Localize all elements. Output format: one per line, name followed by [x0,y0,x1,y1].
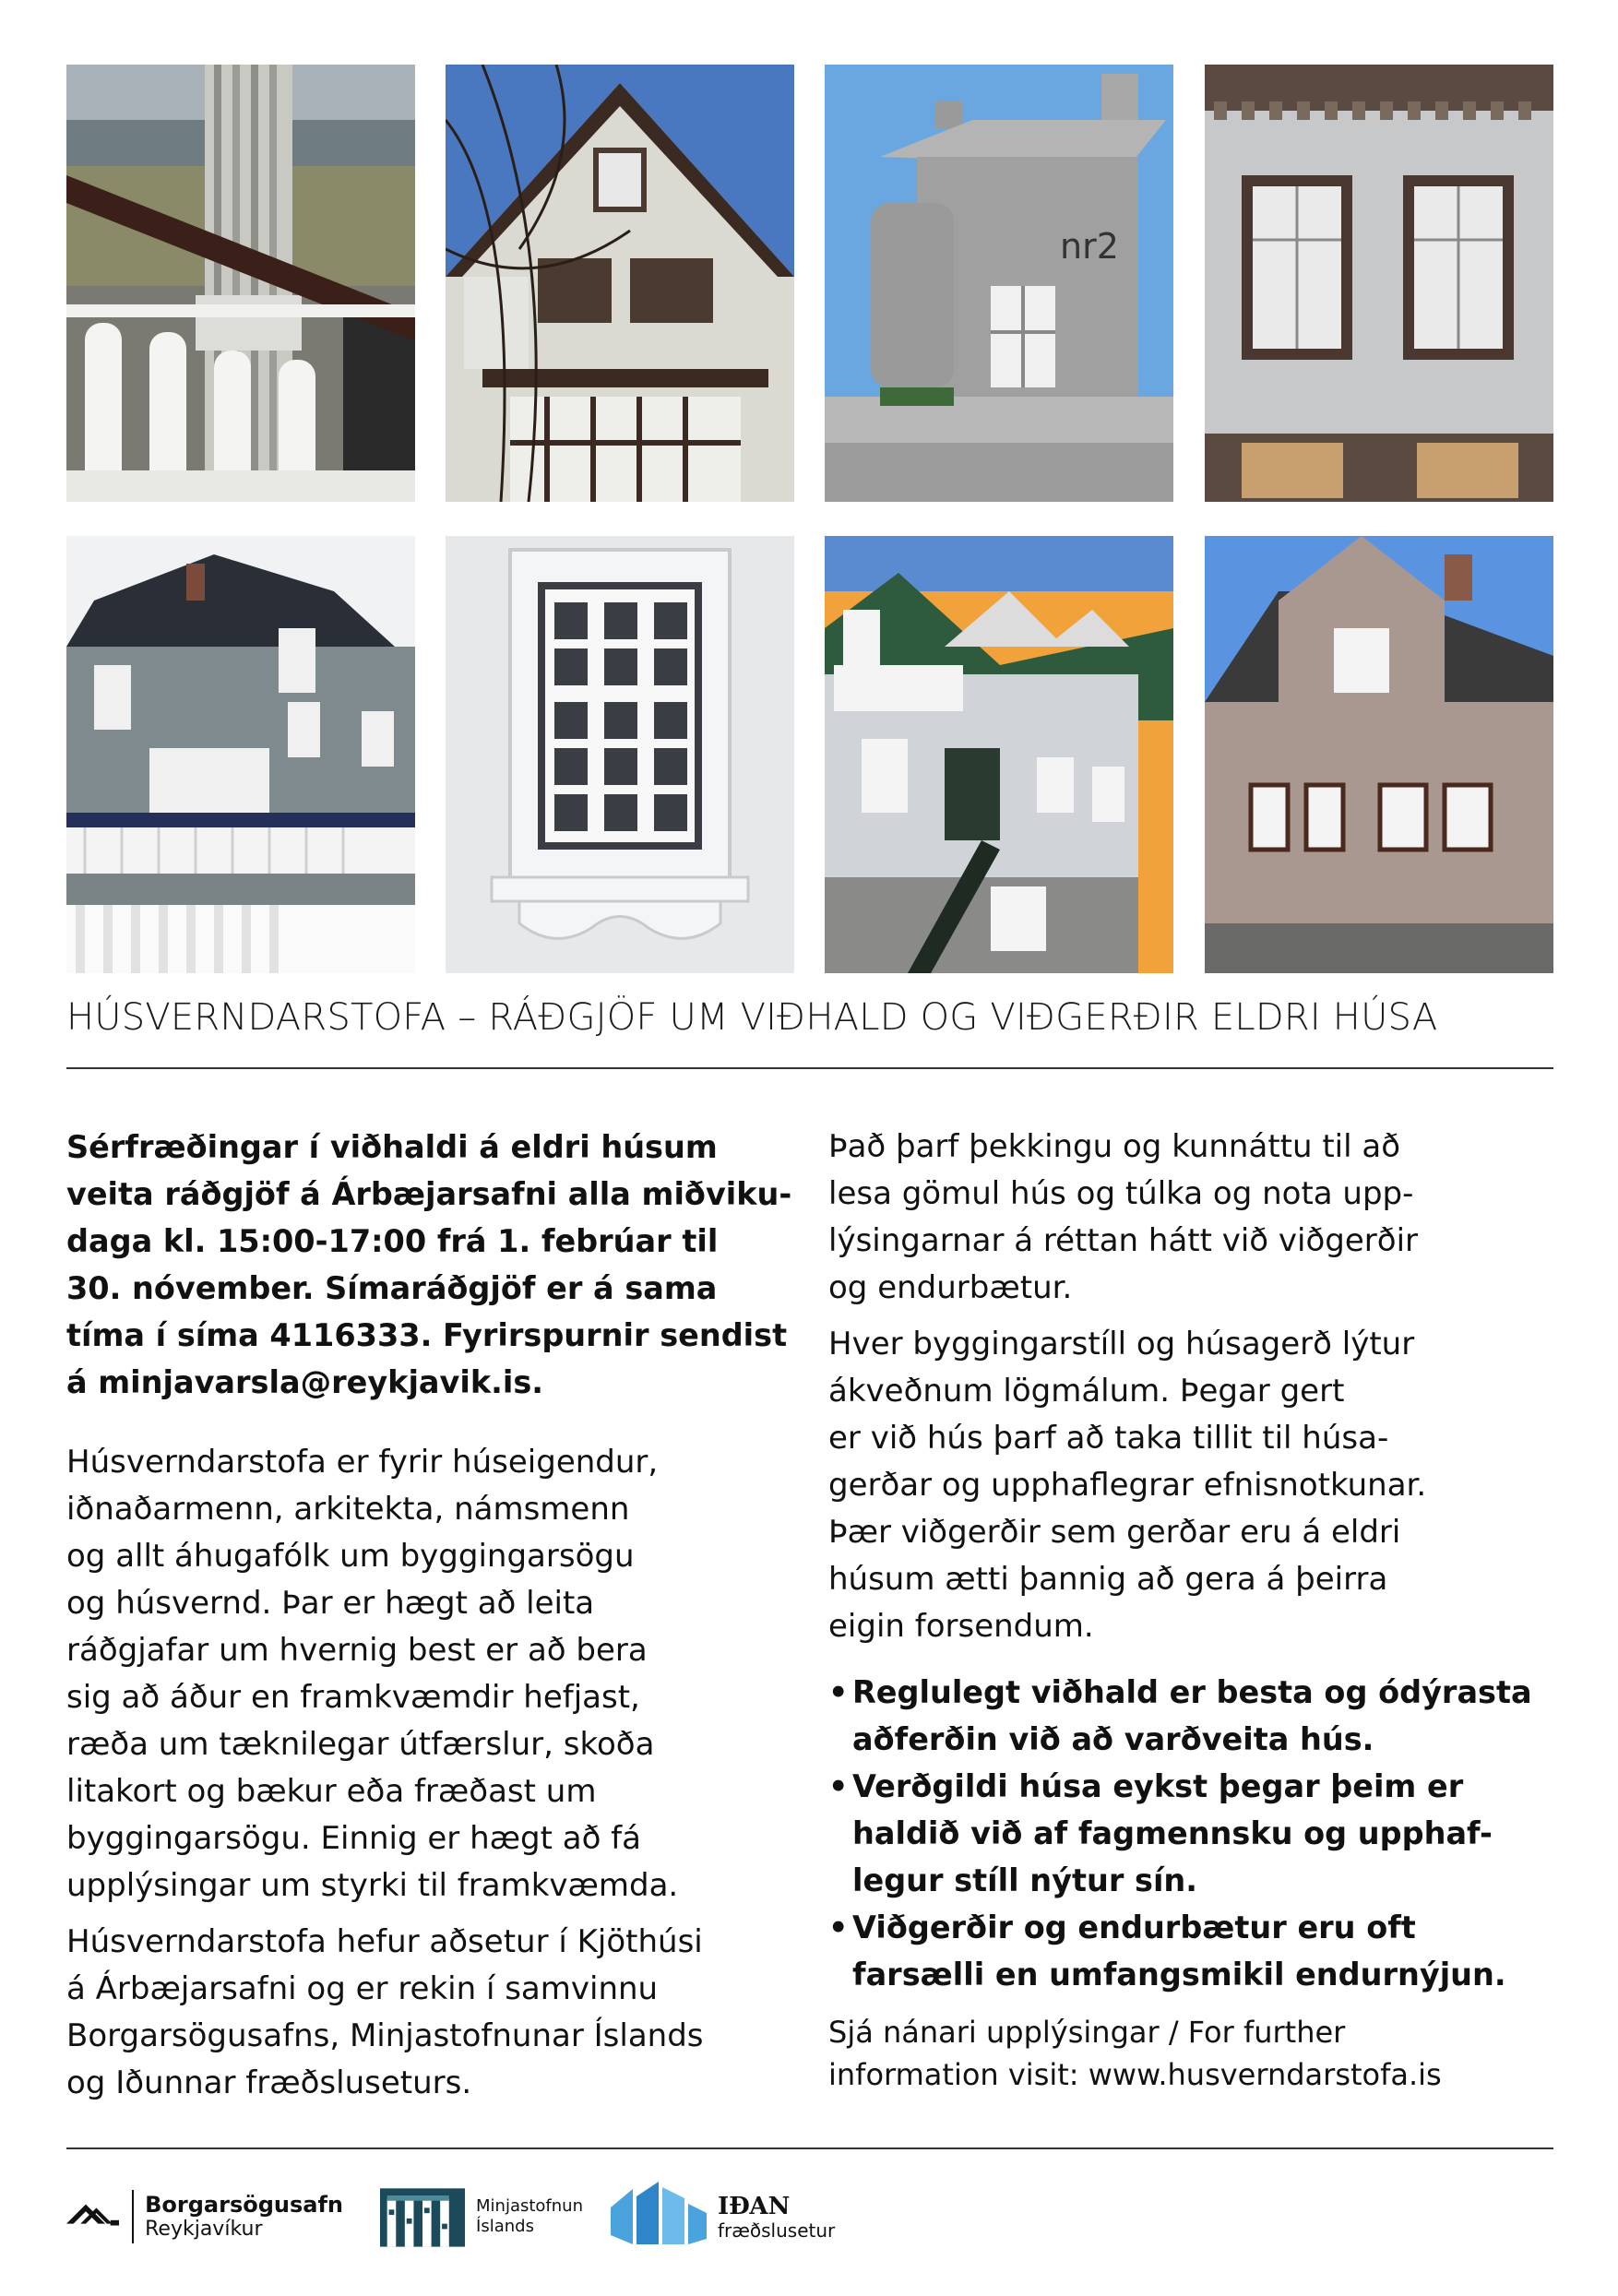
bullet-line: farsælli en umfangsmikil endurnýjun. [852,1957,1506,1993]
photo-functionalist-house [825,65,1173,502]
photo-ornamental-window [446,536,794,973]
photo-grid [66,65,1553,973]
logo-minjastofnun[interactable] [380,2166,583,2267]
partner-logos [66,2166,989,2267]
text-line: á Árbæjarsafni og er rekin í samvinnu [66,1970,659,2007]
text-line: upplýsingar um styrki til framkvæmda. [66,1867,679,1904]
bullet-line: Verðgildi húsa eykst þegar þeim er [852,1768,1464,1804]
text-line: lýsingarnar á réttan hátt við viðgerðir [828,1222,1418,1259]
knowledge-paragraph [828,1124,1553,1312]
minjastofnun-line2: Íslands [476,2217,534,2236]
text-line: lesa gömul hús og túlka og nota upp- [828,1175,1414,1212]
logo-idan[interactable] [611,2166,851,2267]
divider-bottom [66,2147,1553,2149]
borgarsogusafn-name: Borgarsögusafn [145,2192,343,2218]
bullet-line: Viðgerðir og endurbætur eru oft [852,1909,1416,1945]
idan-name: IÐAN [718,2193,791,2220]
text-line: Húsverndarstofa hefur aðsetur í Kjöthúsi [66,1923,703,1960]
text-line: iðnaðarmenn, arkitekta, námsmenn [66,1491,630,1528]
text-line: ræða um tæknilegar útfærslur, skoða [66,1726,655,1763]
text-line: Borgarsögusafns, Minjastofnunar Íslands [66,2017,704,2054]
lead-line: Sérfræðingar í viðhaldi á eldri húsum [66,1129,718,1165]
left-column [66,1124,804,2116]
lead-line: tíma í síma 4116333. Fyrirspurnir sendist [66,1317,788,1353]
lead-line: á minjavarsla@reykjavik.is. [66,1364,544,1400]
text-line: Þær viðgerðir sem gerðar eru á eldri [828,1514,1401,1551]
bullet-line: Reglulegt viðhald er besta og ódýrasta [852,1674,1532,1710]
text-line: byggingarsögu. Einnig er hægt að fá [66,1820,641,1857]
minjastofnun-line1: Minjastofnun [476,2196,583,2216]
text-line: Sjá nánari upplýsingar / For further [828,2015,1346,2050]
key-points-list [828,1669,1553,1998]
minjastofnun-mark-icon [380,2182,465,2252]
idan-mark-icon [611,2180,707,2254]
photo-brown-house [1205,536,1553,973]
more-info [828,2011,1553,2096]
bullet-item [828,1904,1553,1998]
borgarsogusafn-mark-icon [66,2196,119,2237]
text-line: eigin forsendum. [828,1608,1094,1645]
text-line: gerðar og upphaflegrar efnisnotkunar. [828,1467,1427,1504]
text-line: ráðgjafar um hvernig best er að bera [66,1632,648,1669]
text-line: er við hús þarf að taka tillit til húsa- [828,1420,1389,1457]
text-line: húsum ætti þannig að gera á þeirra [828,1561,1388,1598]
logo-borgarsogusafn[interactable] [66,2166,343,2267]
lead-line: daga kl. 15:00-17:00 frá 1. febrúar til [66,1223,719,1259]
bullet-line: aðferðin við að varðveita hús. [852,1721,1374,1757]
bullet-line: haldið við af fagmennsku og upphaf- [852,1815,1493,1851]
intro-lead [66,1124,804,1406]
photo-gable-house [446,65,794,502]
text-line: og allt áhugafólk um byggingarsögu [66,1538,635,1575]
logo-separator [132,2190,134,2243]
style-paragraph [828,1321,1553,1650]
location-paragraph [66,1919,804,2107]
photo-green-roof-house [825,536,1173,973]
lead-line: veita ráðgjöf á Árbæjarsafni alla miðviku- [66,1176,792,1212]
text-line: Það þarf þekkingu og kunnáttu til að [828,1128,1401,1165]
bullet-item [828,1669,1553,1763]
text-line: og Iðunnar fræðsluseturs. [66,2064,472,2101]
text-line: ákveðnum lögmálum. Þegar gert [828,1373,1345,1410]
about-paragraph [66,1439,804,1909]
bullet-line: legur stíll nýtur sín. [852,1862,1198,1898]
text-line: Húsverndarstofa er fyrir húseigendur, [66,1444,659,1481]
photo-chalet-veranda [66,536,415,973]
text-line: Hver byggingarstíll og húsagerð lýtur [828,1326,1415,1362]
divider-top [66,1067,1553,1069]
idan-sub: fræðslusetur [718,2219,836,2242]
text-line: sig að áður en framkvæmdir hefjast, [66,1679,640,1716]
photo-window-facade [1205,65,1553,502]
text-line: og endurbætur. [828,1269,1073,1306]
house-number-sign: nr2 [1060,226,1119,267]
photo-balustrade [66,65,415,502]
website-link[interactable]: information visit: www.husverndarstofa.is [828,2057,1442,2092]
text-line: og húsvernd. Þar er hægt að leita [66,1585,595,1622]
borgarsogusafn-sub: Reykjavíkur [145,2218,263,2241]
bullet-item [828,1763,1553,1904]
page-title: HÚSVERNDARSTOFA – RÁÐGJÖF UM VIÐHALD OG VIÐGERÐIR ELDRI HÚSA [66,996,1438,1039]
right-column [828,1124,1553,2096]
lead-line: 30. nóvember. Símaráðgjöf er á sama [66,1270,718,1306]
text-line: litakort og bækur eða fræðast um [66,1773,597,1810]
